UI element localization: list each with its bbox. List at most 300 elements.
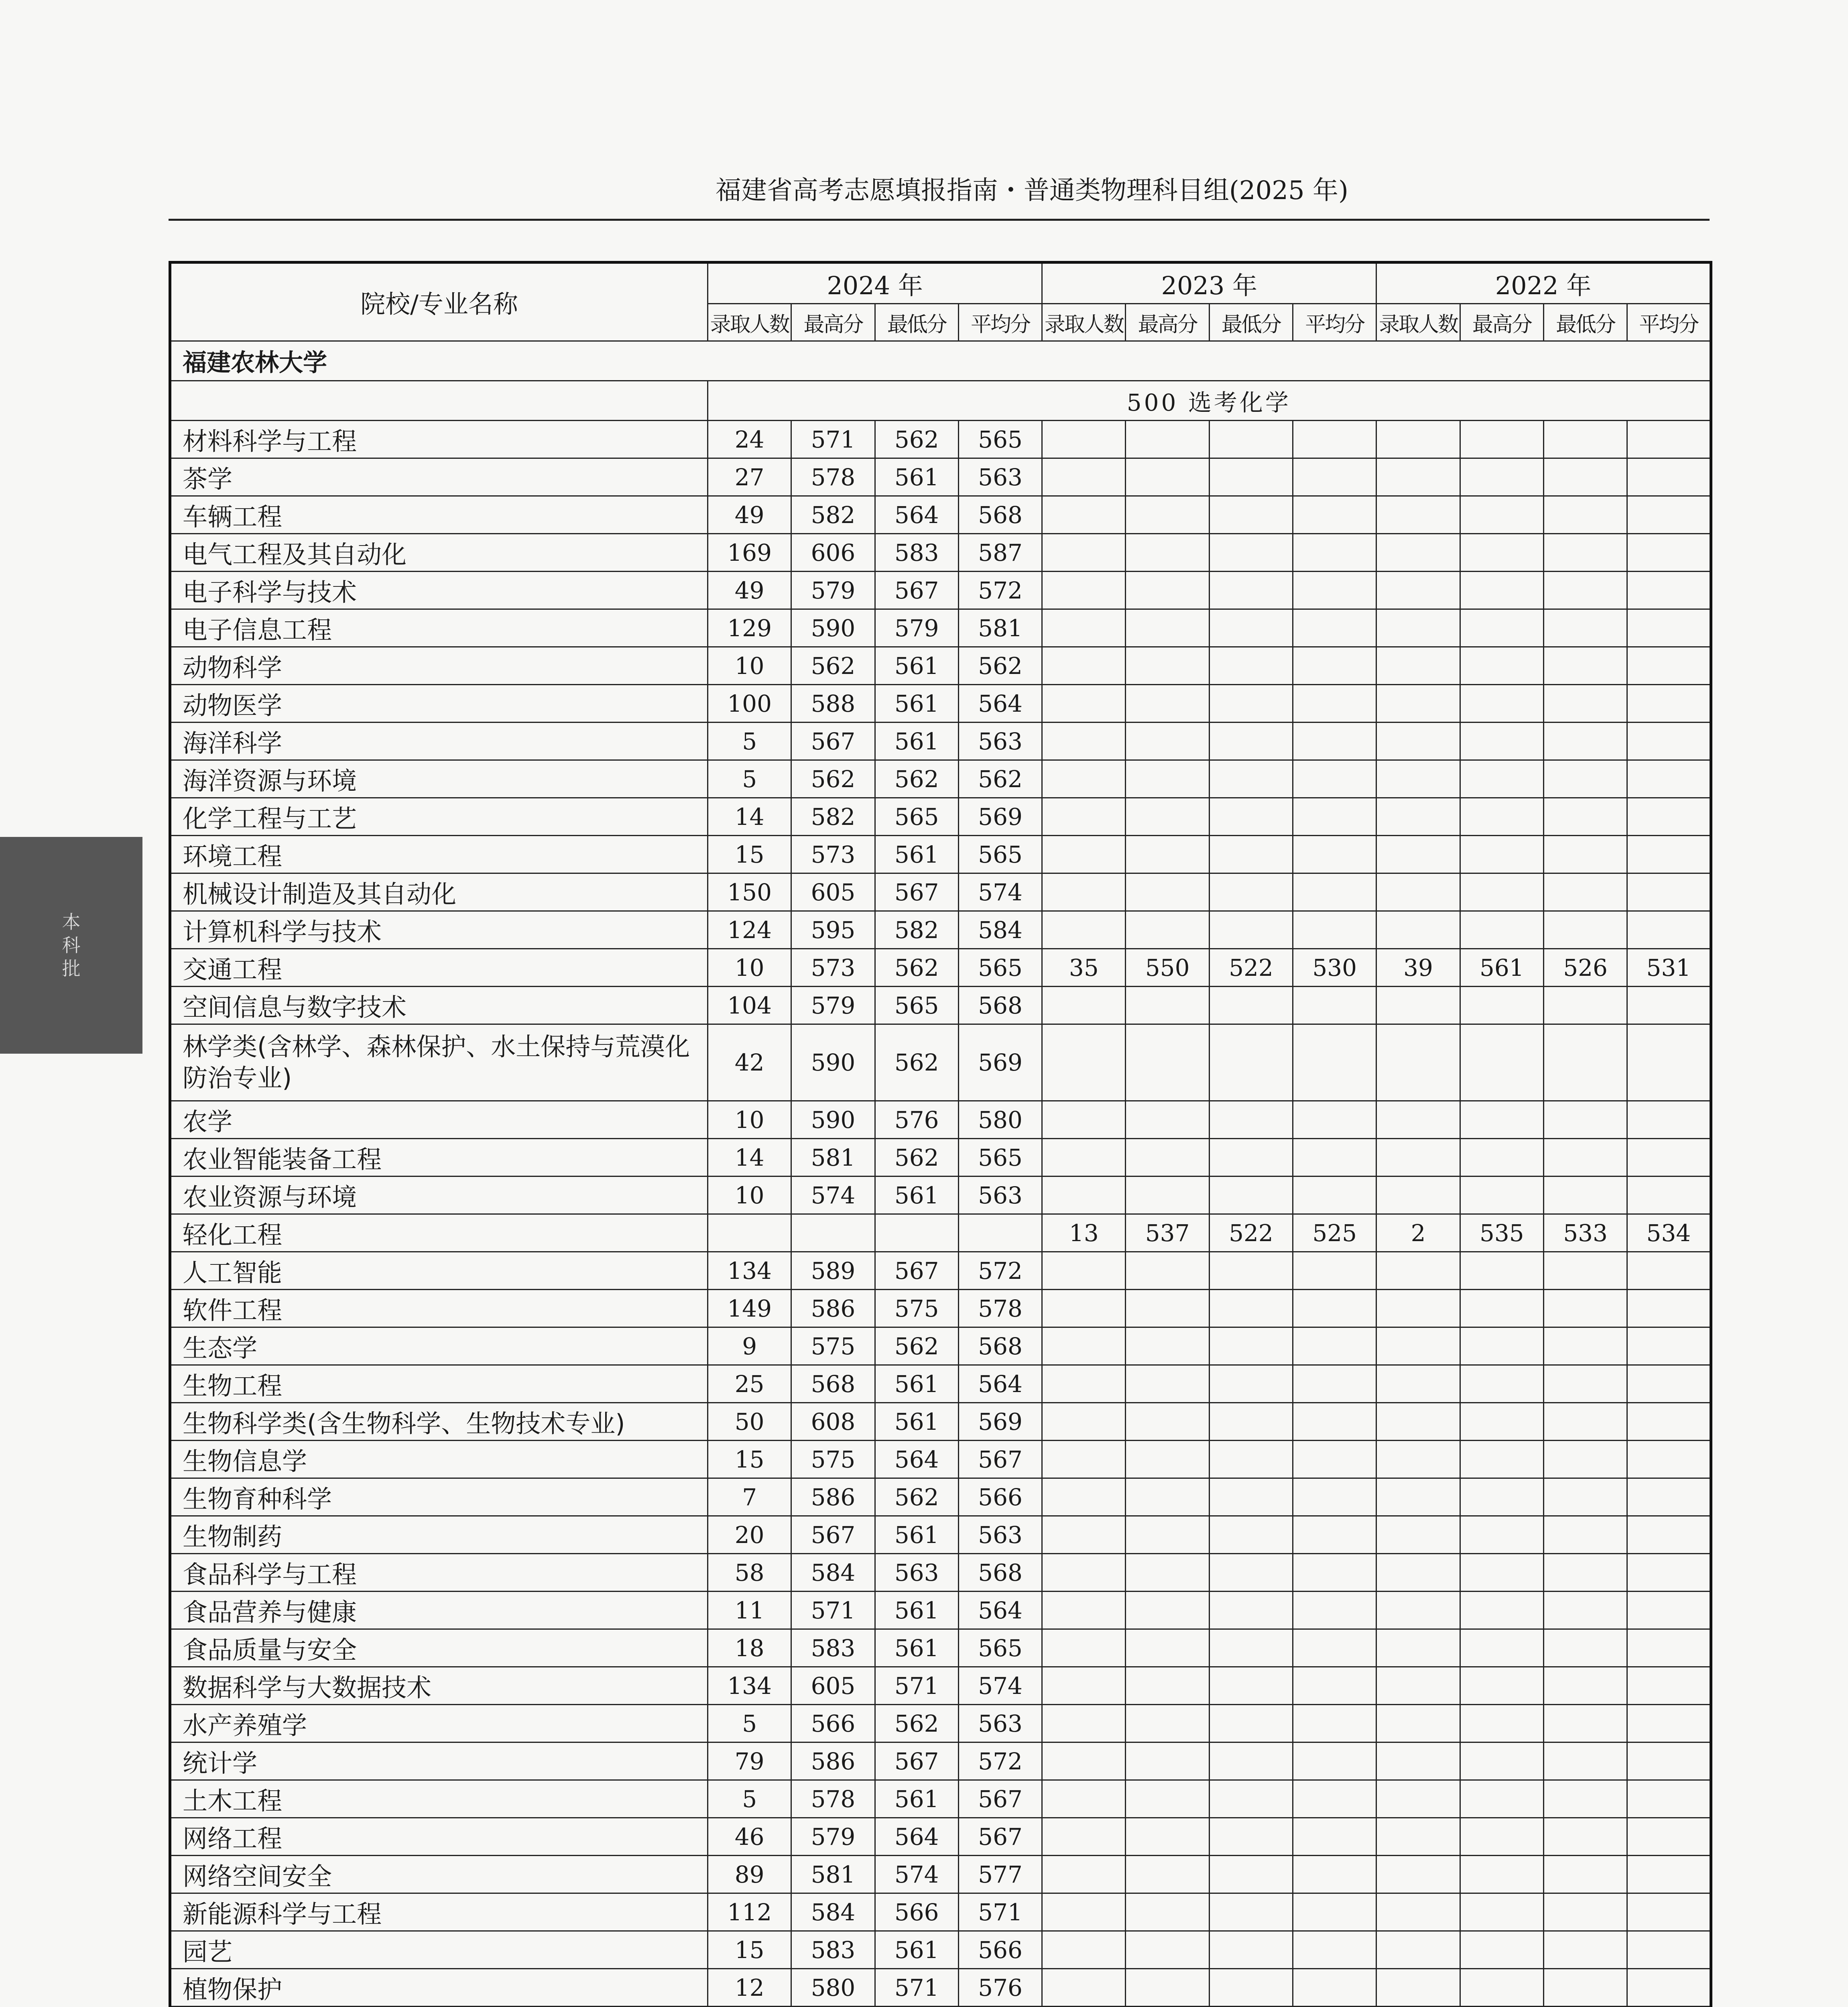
table-cell: [1209, 572, 1293, 609]
table-cell: [1126, 798, 1209, 836]
table-cell: 583: [875, 534, 958, 572]
table-cell: [1627, 1856, 1711, 1893]
table-cell: [1126, 496, 1209, 534]
table-cell: [1376, 685, 1460, 723]
table-cell: 525: [1293, 1214, 1376, 1252]
table-cell: [1209, 836, 1293, 873]
major-name: 电气工程及其自动化: [170, 534, 708, 572]
table-cell: 10: [708, 1177, 791, 1214]
table-cell: [1042, 647, 1126, 685]
table-cell: 569: [958, 1403, 1042, 1441]
table-cell: [1627, 1780, 1711, 1818]
table-cell: [1209, 685, 1293, 723]
table-cell: [1627, 1705, 1711, 1742]
table-row: [170, 1177, 1711, 1214]
table-cell: [1293, 911, 1376, 949]
table-cell: [708, 1214, 791, 1252]
table-cell: [1209, 723, 1293, 760]
table-cell: [1376, 1856, 1460, 1893]
side-tab-char: 批: [62, 958, 81, 979]
table-cell: 50: [708, 1403, 791, 1441]
table-cell: [1543, 1592, 1627, 1629]
table-cell: [1376, 1969, 1460, 2007]
table-cell: [1460, 1893, 1543, 1931]
table-cell: 564: [958, 1365, 1042, 1403]
table-cell: [1042, 1742, 1126, 1780]
table-cell: [1627, 987, 1711, 1024]
table-cell: 530: [1293, 949, 1376, 987]
major-name: 车辆工程: [170, 496, 708, 534]
table-cell: [1460, 1667, 1543, 1705]
table-cell: [1126, 1290, 1209, 1327]
table-cell: 25: [708, 1365, 791, 1403]
table-cell: [1627, 798, 1711, 836]
table-row: [170, 1327, 1711, 1365]
table-cell: [1460, 987, 1543, 1024]
table-cell: [1627, 572, 1711, 609]
table-cell: [1460, 1516, 1543, 1554]
table-cell: 15: [708, 1441, 791, 1478]
table-cell: 561: [875, 1629, 958, 1667]
table-cell: [1543, 685, 1627, 723]
table-cell: 134: [708, 1667, 791, 1705]
table-cell: [1627, 534, 1711, 572]
table-cell: [1293, 873, 1376, 911]
table-row: [170, 685, 1711, 723]
table-cell: [1543, 572, 1627, 609]
table-cell: [1543, 987, 1627, 1024]
table-cell: 567: [791, 723, 875, 760]
table-cell: 562: [875, 421, 958, 458]
table-cell: 576: [958, 1969, 1042, 2007]
table-cell: [1543, 1554, 1627, 1592]
table-cell: 24: [708, 421, 791, 458]
table-cell: [1376, 1252, 1460, 1290]
table-cell: 566: [958, 1478, 1042, 1516]
table-cell: [1627, 1667, 1711, 1705]
table-cell: [1042, 572, 1126, 609]
table-cell: [1376, 1365, 1460, 1403]
table-cell: 563: [875, 1554, 958, 1592]
table-cell: [1042, 798, 1126, 836]
table-cell: [1126, 1365, 1209, 1403]
table-cell: 564: [958, 685, 1042, 723]
table-cell: [1376, 1101, 1460, 1139]
table-cell: [1042, 873, 1126, 911]
table-cell: [1209, 647, 1293, 685]
table-cell: [1460, 1441, 1543, 1478]
table-cell: 11: [708, 1592, 791, 1629]
table-cell: [1376, 836, 1460, 873]
table-cell: [1460, 1177, 1543, 1214]
table-cell: [1126, 1252, 1209, 1290]
table-cell: 563: [958, 723, 1042, 760]
table-cell: 561: [875, 1516, 958, 1554]
table-cell: [1042, 1705, 1126, 1742]
table-cell: [1376, 421, 1460, 458]
table-cell: 5: [708, 1705, 791, 1742]
table-cell: [1126, 1403, 1209, 1441]
table-cell: 129: [708, 609, 791, 647]
table-row: [170, 1818, 1711, 1856]
table-row: [170, 647, 1711, 685]
table-cell: 575: [791, 1441, 875, 1478]
table-cell: [1627, 496, 1711, 534]
table-cell: 571: [791, 421, 875, 458]
major-name: 化学工程与工艺: [170, 798, 708, 836]
table-cell: 550: [1126, 949, 1209, 987]
table-cell: [1376, 1516, 1460, 1554]
table-cell: 580: [791, 1969, 875, 2007]
table-row: [170, 1592, 1711, 1629]
group-blank-cell: [170, 381, 708, 421]
table-cell: 526: [1543, 949, 1627, 987]
table-cell: [1126, 1441, 1209, 1478]
table-cell: [1627, 1818, 1711, 1856]
table-cell: 2: [1376, 1214, 1460, 1252]
table-cell: 533: [1543, 1214, 1627, 1252]
table-cell: [1543, 496, 1627, 534]
table-cell: 149: [708, 1290, 791, 1327]
table-cell: 537: [1126, 1214, 1209, 1252]
table-cell: 20: [708, 1516, 791, 1554]
table-cell: [1460, 911, 1543, 949]
major-name: 植物保护: [170, 1969, 708, 2007]
table-cell: [1126, 1818, 1209, 1856]
year-header: 2024 年: [708, 263, 1042, 304]
table-cell: 579: [791, 1818, 875, 1856]
table-cell: 573: [791, 836, 875, 873]
table-row: [170, 1893, 1711, 1931]
major-name: 农学: [170, 1101, 708, 1139]
table-row: [170, 1214, 1711, 1252]
table-cell: [1126, 1327, 1209, 1365]
table-cell: 608: [791, 1403, 875, 1441]
major-name: 食品科学与工程: [170, 1554, 708, 1592]
table-cell: [1460, 1629, 1543, 1667]
table-cell: [1126, 1780, 1209, 1818]
table-cell: [1126, 685, 1209, 723]
table-cell: [1209, 760, 1293, 798]
major-name: 人工智能: [170, 1252, 708, 1290]
table-cell: 584: [791, 1893, 875, 1931]
table-cell: [1293, 836, 1376, 873]
table-cell: [1460, 798, 1543, 836]
table-cell: 562: [791, 647, 875, 685]
table-cell: [1126, 723, 1209, 760]
table-cell: [1042, 836, 1126, 873]
table-cell: [1376, 760, 1460, 798]
table-cell: 10: [708, 1101, 791, 1139]
major-name: 数据科学与大数据技术: [170, 1667, 708, 1705]
table-cell: 563: [958, 458, 1042, 496]
table-cell: [1543, 1969, 1627, 2007]
table-row: [170, 572, 1711, 609]
table-cell: [1042, 534, 1126, 572]
table-cell: [1543, 1931, 1627, 1969]
table-cell: 49: [708, 572, 791, 609]
table-cell: [1293, 723, 1376, 760]
major-name: 农业资源与环境: [170, 1177, 708, 1214]
table-cell: [1126, 609, 1209, 647]
table-cell: 567: [875, 572, 958, 609]
table-cell: [1627, 1403, 1711, 1441]
table-cell: [1293, 647, 1376, 685]
table-cell: [1460, 1818, 1543, 1856]
table-cell: [1209, 873, 1293, 911]
table-cell: [1460, 609, 1543, 647]
table-cell: 578: [791, 1780, 875, 1818]
major-name: 轻化工程: [170, 1214, 708, 1252]
table-cell: [1543, 1441, 1627, 1478]
table-cell: [1460, 1252, 1543, 1290]
table-row: [170, 949, 1711, 987]
table-cell: [1627, 1478, 1711, 1516]
table-cell: [1293, 1931, 1376, 1969]
table-cell: [1042, 1592, 1126, 1629]
table-cell: 134: [708, 1252, 791, 1290]
table-cell: [1543, 873, 1627, 911]
table-cell: [1042, 1290, 1126, 1327]
table-cell: 561: [875, 458, 958, 496]
table-cell: [1543, 1742, 1627, 1780]
table-cell: [1209, 1742, 1293, 1780]
table-cell: [1209, 1554, 1293, 1592]
major-name: 生态学: [170, 1327, 708, 1365]
table-cell: [1293, 572, 1376, 609]
table-cell: [1376, 1780, 1460, 1818]
table-cell: [1042, 723, 1126, 760]
table-cell: [1293, 1252, 1376, 1290]
table-cell: [1209, 1780, 1293, 1818]
table-cell: [1209, 1667, 1293, 1705]
major-name: 生物信息学: [170, 1441, 708, 1478]
table-cell: 150: [708, 873, 791, 911]
table-cell: [1543, 798, 1627, 836]
table-cell: [1376, 572, 1460, 609]
table-row: [170, 1365, 1711, 1403]
table-cell: [1293, 1441, 1376, 1478]
major-name: 电子信息工程: [170, 609, 708, 647]
sub-header: 录取人数: [1042, 304, 1126, 341]
admission-table: [169, 261, 1712, 2007]
table-cell: 582: [791, 798, 875, 836]
table-cell: [1543, 1667, 1627, 1705]
table-cell: 562: [875, 1705, 958, 1742]
table-cell: 5: [708, 760, 791, 798]
table-cell: 595: [791, 911, 875, 949]
table-cell: [1042, 1629, 1126, 1667]
table-cell: 522: [1209, 949, 1293, 987]
table-cell: [1293, 1101, 1376, 1139]
table-cell: 10: [708, 647, 791, 685]
table-cell: [1460, 496, 1543, 534]
table-cell: [1293, 1516, 1376, 1554]
table-cell: 15: [708, 1931, 791, 1969]
table-cell: [1042, 987, 1126, 1024]
table-cell: [1543, 1101, 1627, 1139]
table-cell: [1042, 1403, 1126, 1441]
table-cell: [1293, 1780, 1376, 1818]
table-cell: 568: [958, 496, 1042, 534]
table-cell: 578: [791, 458, 875, 496]
table-cell: [1126, 1705, 1209, 1742]
table-cell: [1627, 1516, 1711, 1554]
header-rule: [169, 219, 1710, 221]
table-row: [170, 1554, 1711, 1592]
table-cell: [1627, 1969, 1711, 2007]
table-cell: [1627, 685, 1711, 723]
table-cell: 5: [708, 1780, 791, 1818]
table-cell: [1293, 1667, 1376, 1705]
table-cell: [1460, 1705, 1543, 1742]
table-cell: [1042, 421, 1126, 458]
table-cell: 534: [1627, 1214, 1711, 1252]
table-cell: [1376, 647, 1460, 685]
table-cell: [1376, 1705, 1460, 1742]
table-cell: [1042, 1478, 1126, 1516]
table-cell: [1543, 1365, 1627, 1403]
table-cell: [1376, 1893, 1460, 1931]
table-cell: [1209, 1856, 1293, 1893]
table-cell: 563: [958, 1177, 1042, 1214]
table-cell: [1209, 1969, 1293, 2007]
table-cell: 562: [875, 1139, 958, 1177]
table-cell: [1293, 1856, 1376, 1893]
table-cell: [1376, 1554, 1460, 1592]
table-cell: [1042, 1856, 1126, 1893]
table-cell: [1460, 1780, 1543, 1818]
table-cell: 561: [875, 723, 958, 760]
table-cell: [1627, 1252, 1711, 1290]
table-cell: 39: [1376, 949, 1460, 987]
major-name: 生物科学类(含生物科学、生物技术专业): [170, 1403, 708, 1441]
table-cell: [1209, 534, 1293, 572]
table-cell: 567: [958, 1441, 1042, 1478]
table-cell: [1209, 798, 1293, 836]
table-cell: [1460, 1969, 1543, 2007]
table-cell: [1627, 647, 1711, 685]
table-cell: [1042, 496, 1126, 534]
table-cell: 581: [791, 1856, 875, 1893]
table-cell: 522: [1209, 1214, 1293, 1252]
table-cell: [1627, 873, 1711, 911]
table-row: [170, 798, 1711, 836]
table-row: [170, 1252, 1711, 1290]
table-cell: [1460, 534, 1543, 572]
table-cell: [1126, 1969, 1209, 2007]
table-cell: [1126, 987, 1209, 1024]
table-cell: [1543, 1780, 1627, 1818]
table-cell: [1376, 534, 1460, 572]
table-row: [170, 1403, 1711, 1441]
table-cell: 561: [1460, 949, 1543, 987]
table-cell: [1209, 496, 1293, 534]
table-cell: [1376, 609, 1460, 647]
table-cell: [1293, 760, 1376, 798]
table-row: [170, 1478, 1711, 1516]
table-cell: 89: [708, 1856, 791, 1893]
table-cell: [1460, 760, 1543, 798]
table-cell: [1126, 1667, 1209, 1705]
table-cell: 564: [875, 1818, 958, 1856]
table-cell: [1126, 647, 1209, 685]
table-cell: 565: [875, 798, 958, 836]
table-cell: 579: [875, 609, 958, 647]
table-row: [170, 911, 1711, 949]
table-cell: [1042, 685, 1126, 723]
table-cell: [1376, 798, 1460, 836]
table-cell: [1376, 1667, 1460, 1705]
table-cell: 564: [958, 1592, 1042, 1629]
table-cell: 590: [791, 609, 875, 647]
major-name: 海洋资源与环境: [170, 760, 708, 798]
major-name: 动物科学: [170, 647, 708, 685]
table-cell: [1209, 1441, 1293, 1478]
table-cell: 565: [958, 1629, 1042, 1667]
table-cell: [1126, 1629, 1209, 1667]
table-cell: [1126, 1554, 1209, 1592]
table-cell: [1543, 1327, 1627, 1365]
table-cell: [1627, 1554, 1711, 1592]
table-cell: [1293, 1818, 1376, 1856]
table-cell: 589: [791, 1252, 875, 1290]
table-cell: [1042, 760, 1126, 798]
table-cell: 583: [791, 1629, 875, 1667]
table-cell: 561: [875, 1177, 958, 1214]
table-cell: [1209, 1327, 1293, 1365]
table-cell: 58: [708, 1554, 791, 1592]
table-cell: 572: [958, 1252, 1042, 1290]
table-cell: [1460, 1856, 1543, 1893]
major-name: 材料科学与工程: [170, 421, 708, 458]
table-row: [170, 458, 1711, 496]
table-cell: [1293, 1742, 1376, 1780]
table-cell: [1042, 1441, 1126, 1478]
table-cell: 588: [791, 685, 875, 723]
table-cell: [1293, 609, 1376, 647]
table-cell: [1293, 987, 1376, 1024]
table-cell: [1293, 496, 1376, 534]
table-cell: [1209, 1403, 1293, 1441]
table-cell: [1126, 534, 1209, 572]
table-cell: [1543, 723, 1627, 760]
table-cell: [1460, 421, 1543, 458]
table-row: [170, 534, 1711, 572]
table-cell: [875, 1214, 958, 1252]
table-cell: [1293, 1705, 1376, 1742]
table-cell: 564: [875, 1441, 958, 1478]
table-cell: [1042, 911, 1126, 949]
table-cell: 574: [958, 873, 1042, 911]
table-cell: [1126, 1478, 1209, 1516]
table-cell: [1543, 1893, 1627, 1931]
table-cell: 561: [875, 685, 958, 723]
table-cell: [1460, 647, 1543, 685]
name-column-header: 院校/专业名称: [170, 263, 708, 341]
major-name: 林学类(含林学、森林保护、水土保持与荒漠化防治专业): [170, 1024, 708, 1101]
table-cell: [1627, 1177, 1711, 1214]
table-cell: [1042, 1327, 1126, 1365]
table-cell: 562: [875, 760, 958, 798]
sub-header: 平均分: [1293, 304, 1376, 341]
major-name: 海洋科学: [170, 723, 708, 760]
table-cell: [1460, 1101, 1543, 1139]
table-cell: [1627, 1101, 1711, 1139]
table-cell: [1209, 1177, 1293, 1214]
table-row: [170, 987, 1711, 1024]
table-cell: [1376, 1592, 1460, 1629]
